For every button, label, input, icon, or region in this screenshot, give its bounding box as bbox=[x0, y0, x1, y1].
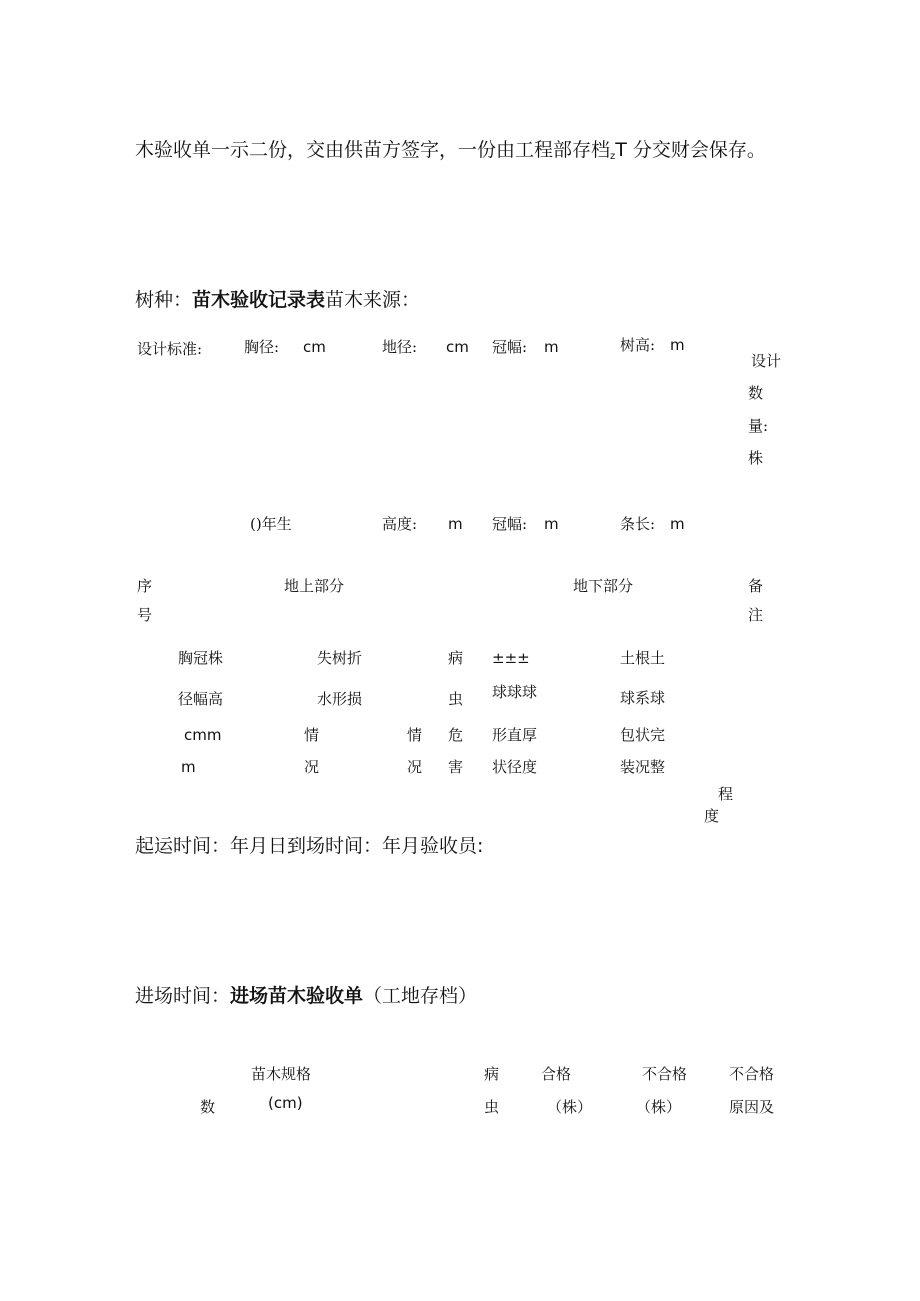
seq-label-1: 序 bbox=[137, 577, 153, 595]
intro-line bbox=[135, 141, 766, 162]
col1-line3: cmm bbox=[184, 726, 222, 744]
entry-title: 进场苗木验收单 bbox=[230, 985, 364, 1007]
crown-unit: m bbox=[544, 338, 559, 356]
entry-reason-2: 原因及 bbox=[729, 1098, 775, 1116]
entry-spec-unit: (cm) bbox=[268, 1094, 303, 1112]
ground-diameter-label: 地径: bbox=[382, 338, 418, 356]
entry-reason-1: 不合格 bbox=[729, 1065, 775, 1083]
transport-line: 起运时间：年月日到场时间：年月验收员: bbox=[135, 835, 484, 857]
design-quantity-3: 量: bbox=[748, 417, 769, 435]
design-quantity-4: 株 bbox=[748, 449, 764, 467]
col4-line4: 害 bbox=[448, 758, 464, 776]
col5-line3: 形直厚 bbox=[492, 726, 538, 744]
entry-time-label: 进场时间： bbox=[135, 985, 231, 1007]
entry-pest-2: 虫 bbox=[484, 1098, 500, 1116]
entry-qualified-1: 合格 bbox=[541, 1065, 572, 1083]
col7-line2: 度 bbox=[704, 807, 720, 825]
design-standard-label: 设计标准: bbox=[137, 340, 203, 358]
age-label: ()年生 bbox=[250, 515, 292, 533]
col2-line1: 失树折 bbox=[317, 649, 363, 667]
col6-line2: 球系球 bbox=[620, 689, 666, 707]
remark-label-2: 注 bbox=[748, 606, 764, 624]
entry-qualified-2: （株） bbox=[547, 1098, 593, 1116]
crown-label: 冠幅: bbox=[492, 338, 528, 356]
col4-line1: 病 bbox=[448, 649, 464, 667]
col6-line1: 土根土 bbox=[620, 649, 666, 667]
col6-line3: 包状完 bbox=[620, 726, 666, 744]
intro-text-tail: T 分交财会保存。 bbox=[615, 139, 766, 161]
design-quantity-1: 设计 bbox=[751, 352, 782, 370]
design-quantity-2: 数 bbox=[748, 384, 764, 402]
col5-line4: 状径度 bbox=[492, 758, 538, 776]
col6-line4: 装况整 bbox=[620, 758, 666, 776]
crown-unit-2: m bbox=[544, 515, 559, 533]
record-title: 苗木验收记录表 bbox=[192, 289, 326, 311]
col2-line3: 情 bbox=[304, 726, 320, 744]
col5-line2: 球球球 bbox=[492, 683, 538, 701]
source-label: 苗木来源： bbox=[325, 289, 421, 311]
entry-count-label: 数 bbox=[200, 1098, 216, 1116]
tree-species-label: 树种： bbox=[135, 289, 193, 311]
col7-line1: 程 bbox=[718, 785, 734, 803]
col5-line1: ±±± bbox=[492, 649, 530, 667]
strip-length-unit: m bbox=[670, 515, 685, 533]
strip-length-label: 条长: bbox=[620, 515, 656, 533]
dbh-unit: cm bbox=[303, 338, 326, 356]
col2-line4: 况 bbox=[304, 758, 320, 776]
intro-text: 木验收单一示二份，交由供苗方签字，一份由工程部存档 bbox=[135, 139, 611, 161]
col1-line4: m bbox=[181, 758, 196, 776]
col4-line2: 虫 bbox=[448, 690, 464, 708]
col4-line3: 危 bbox=[448, 726, 464, 744]
col3-line1: 情 bbox=[407, 726, 423, 744]
entry-spec-label: 苗木规格 bbox=[251, 1065, 312, 1083]
record-header bbox=[135, 291, 420, 310]
below-ground-label: 地下部分 bbox=[573, 577, 634, 595]
remark-label-1: 备 bbox=[748, 577, 764, 595]
tree-height-unit: m bbox=[670, 336, 685, 354]
col2-line2: 水形损 bbox=[317, 690, 363, 708]
crown-label-2: 冠幅: bbox=[492, 515, 528, 533]
above-ground-label: 地上部分 bbox=[284, 577, 345, 595]
ground-diameter-unit: cm bbox=[446, 338, 469, 356]
col1-line1: 胸冠株 bbox=[178, 649, 224, 667]
entry-unqualified-1: 不合格 bbox=[642, 1065, 688, 1083]
intro-subscript: z bbox=[610, 151, 616, 162]
col1-line2: 径幅高 bbox=[178, 690, 224, 708]
col3-line2: 况 bbox=[407, 758, 423, 776]
entry-unqualified-2: （株） bbox=[636, 1098, 682, 1116]
seq-label-2: 号 bbox=[137, 606, 153, 624]
height-label: 高度: bbox=[382, 515, 418, 533]
tree-height-label: 树高: bbox=[620, 336, 656, 354]
entry-header bbox=[135, 987, 477, 1006]
entry-pest-1: 病 bbox=[484, 1065, 500, 1083]
height-unit: m bbox=[448, 515, 463, 533]
dbh-label: 胸径: bbox=[244, 338, 280, 356]
entry-archive-note: （工地存档） bbox=[363, 985, 478, 1007]
